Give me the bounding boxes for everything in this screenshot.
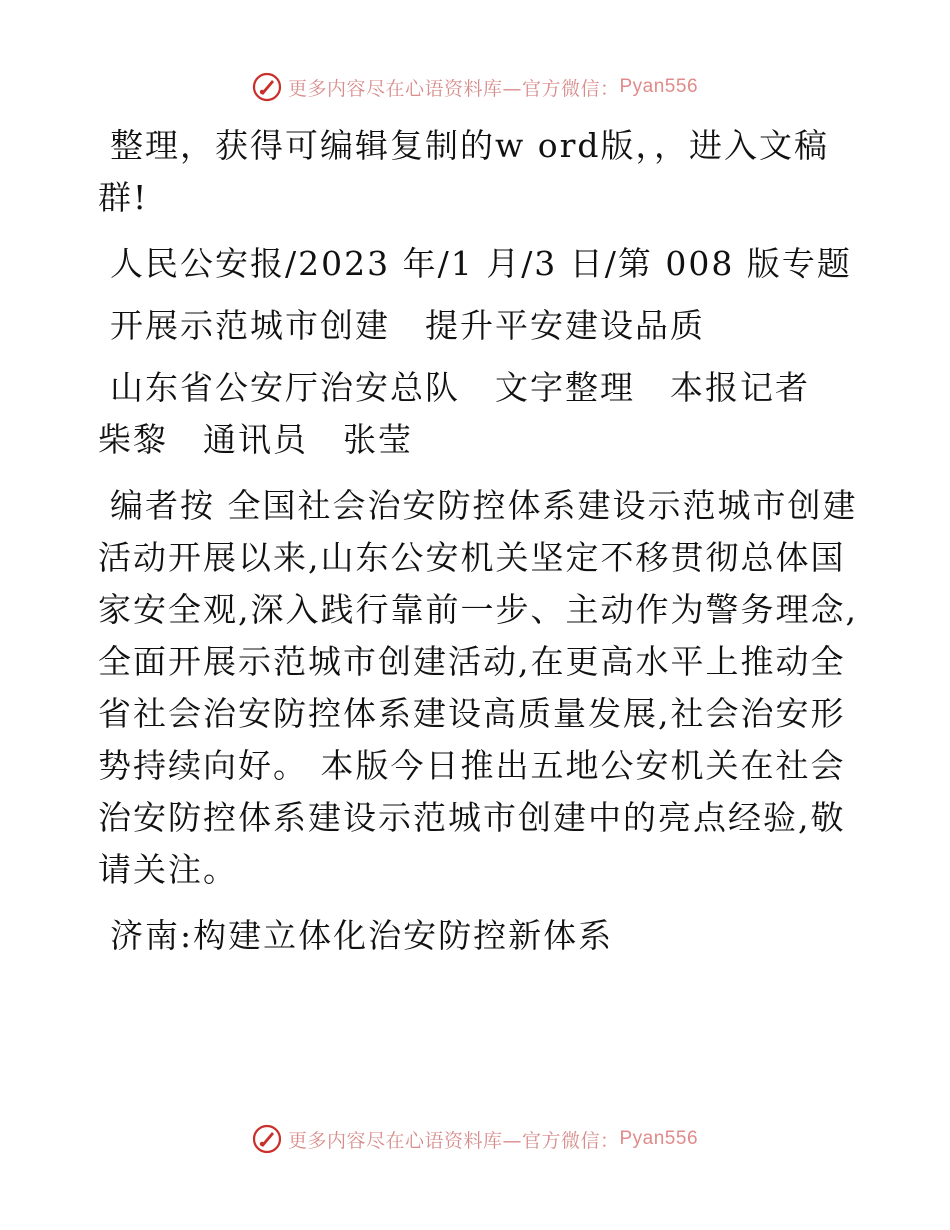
document-body — [98, 120, 858, 976]
watermark-wechat-id: Pyan556 — [619, 76, 699, 97]
footer-watermark — [0, 1124, 950, 1154]
watermark-wechat-id: Pyan556 — [619, 1128, 699, 1149]
quill-logo-icon — [252, 1124, 282, 1154]
watermark-text: 更多内容尽在心语资料库—官方微信： — [287, 1129, 620, 1152]
quill-logo-icon — [252, 72, 282, 102]
editor-note: 编者按 全国社会治安防控体系建设示范城市创建活动开展以来,山东公安机关坚定不移贯彻总体国家安全观,深入践行靠前一步、主动作为警务理念,全面开展示范城市创建活动,在更高水平上推动全省社会治安防控体系建设高质量发展,社会治安形势持续向好。 本版今日推出五地公安机关在社会治安防控体系建设示范城市创建中的亮点经验,敬请关注。 — [98, 486, 858, 889]
header-watermark — [0, 72, 950, 102]
intro-line: 整理，获得可编辑复制的w ord版，，进入文稿群! — [98, 126, 830, 217]
section-heading: 济南:构建立体化治安防控新体系 — [110, 916, 614, 955]
byline: 山东省公安厅治安总队 文字整理 本报记者 柴黎 通讯员 张莹 — [98, 368, 845, 459]
article-title: 开展示范城市创建 提升平安建设品质 — [110, 306, 705, 345]
source-line: 人民公安报/2023 年/1 月/3 日/第 008 版专题 — [110, 244, 852, 283]
watermark-text: 更多内容尽在心语资料库—官方微信： — [287, 77, 620, 100]
